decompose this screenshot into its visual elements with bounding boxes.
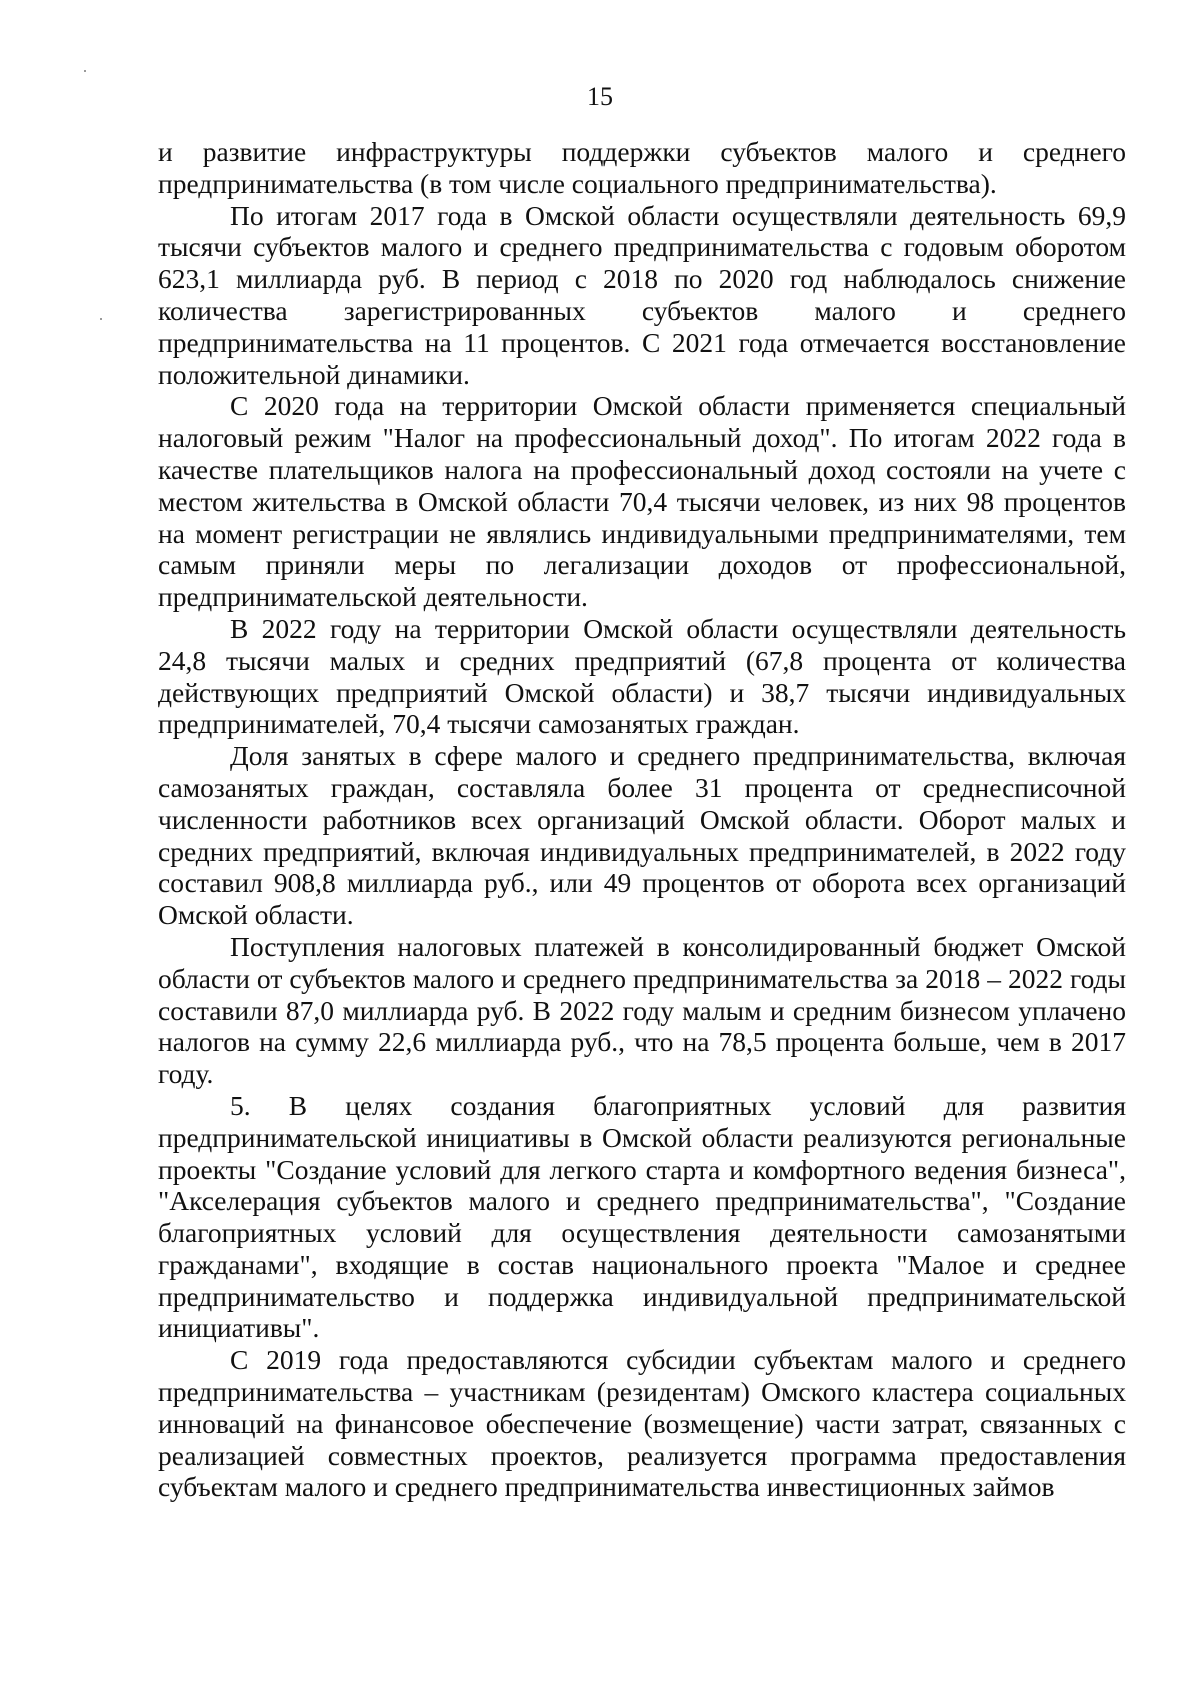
paragraph: В 2022 году на территории Омской области осуществляли деятельность 24,8 тысячи малых и средних предприятий (67,8 процента от количества действующих предприятий Омской области) и 38,7 тысячи индивидуальных предпринимателей, 70,4 тысячи самозанятых граждан. xyxy=(158,612,1126,740)
paragraph: Доля занятых в сфере малого и среднего предпринимательства, включая самозанятых граждан, составляла более 31 процента от среднесписочной численности работников всех организаций Омской области. Оборот малых и средних предприятий, включая индивидуальных предпринимателей, в 2022 году составил 908,8 миллиарда руб., или 49 процентов от оборота всех организаций Омской области. xyxy=(158,740,1126,931)
paragraph: С 2019 года предоставляются субсидии субъектам малого и среднего предпринимательства – участникам (резидентам) Омского кластера социальных инноваций на финансовое обеспечение (возмещение) части затрат, связанных с реализацией совместных проектов, реализуется программа предоставления субъектам малого и среднего предпринимательства инвестиционных займов xyxy=(158,1344,1126,1503)
scan-speck xyxy=(84,70,86,72)
paragraph: По итогам 2017 года в Омской области осуществляли деятельность 69,9 тысячи субъектов малого и среднего предпринимательства с годовым оборотом 623,1 миллиарда руб. В период с 2018 по 2020 год наблюдалось снижение количества зарегистрированных субъектов малого и среднего предпринимательства на 11 процентов. С 2021 года отмечается восстановление положительной динамики. xyxy=(158,199,1126,390)
scan-speck xyxy=(100,318,102,320)
paragraph: С 2020 года на территории Омской области применяется специальный налоговый режим "Налог на профессиональный доход". По итогам 2022 года в качестве плательщиков налога на профессиональный доход состояли на учете с местом жительства в Омской области 70,4 тысячи человек, из них 98 процентов на момент регистрации не являлись индивидуальными предпринимателями, тем самым приняли меры по легализации доходов от профессиональной, предпринимательской деятельности. xyxy=(158,390,1126,613)
page-number: 15 xyxy=(587,82,613,111)
paragraph: 5. В целях создания благоприятных условий для развития предпринимательской инициативы в Омской области реализуются региональные проекты "Создание условий для легкого старта и комфортного ведения бизнеса", "Акселерация субъектов малого и среднего предпринимательства", "Создание благоприятных условий для осуществления деятельности самозанятыми гражданами", входящие в состав национального проекта "Малое и среднее предпринимательство и поддержка индивидуальной предпринимательской инициативы". xyxy=(158,1089,1126,1344)
paragraph: и развитие инфраструктуры поддержки субъектов малого и среднего предпринимательства (в том числе социального предпринимательства). xyxy=(158,136,1126,199)
paragraph: Поступления налоговых платежей в консолидированный бюджет Омской области от субъектов малого и среднего предпринимательства за 2018 – 2022 годы составили 87,0 миллиарда руб. В 2022 году малым и средним бизнесом уплачено налогов на сумму 22,6 миллиарда руб., что на 78,5 процента больше, чем в 2017 году. xyxy=(158,930,1126,1090)
document-body xyxy=(158,136,1126,1503)
